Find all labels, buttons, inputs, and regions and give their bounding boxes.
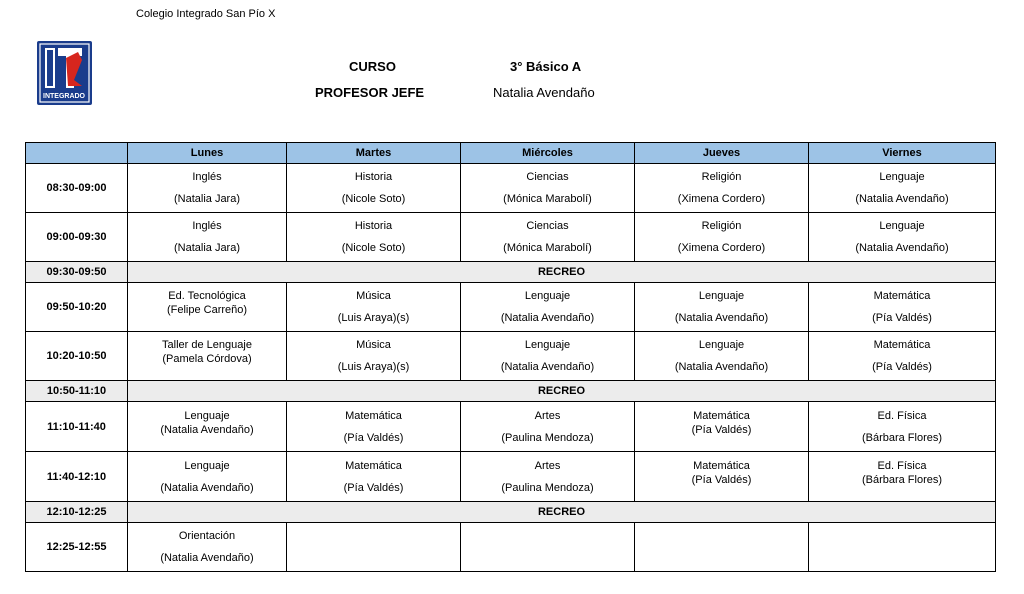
teacher: (Mónica Marabolí) [503,193,592,205]
class-cell [128,213,287,262]
class-cell [287,283,461,332]
teacher: (Nicole Soto) [341,193,406,205]
subject: Artes [534,409,561,422]
teacher: (Pía Valdés) [872,312,932,324]
class-cell [635,402,809,452]
teacher: (Luis Araya)(s) [337,361,410,373]
subject: Matemática [873,290,931,302]
class-cell [809,452,996,502]
class-row [26,523,996,572]
subject: Artes [534,459,561,472]
recreo-cell: RECREO [128,381,996,402]
curso-label: CURSO [349,59,396,74]
class-cell [461,402,635,452]
recreo-cell: RECREO [128,262,996,283]
subject: Ciencias [526,171,569,183]
teacher: (Bárbara Flores) [861,431,943,444]
class-row [26,164,996,213]
time-cell: 08:30-09:00 [26,164,128,213]
schedule-table [25,142,996,572]
teacher: (Bárbara Flores) [861,473,943,486]
class-cell [635,283,809,332]
subject: Lenguaje [524,339,571,351]
teacher: (Natalia Avendaño) [674,361,769,373]
subject: Religión [701,220,742,232]
time-cell: 12:25-12:55 [26,523,128,572]
time-cell: 09:50-10:20 [26,283,128,332]
subject: Matemática [345,409,402,422]
class-cell [809,523,996,572]
class-cell [809,332,996,381]
class-cell [461,523,635,572]
subject: Matemática [693,409,750,422]
time-cell: 12:10-12:25 [26,502,128,523]
subject: Historia [354,220,393,232]
time-cell: 10:20-10:50 [26,332,128,381]
subject: Orientación [178,530,236,542]
subject: Religión [701,171,742,183]
teacher: (Natalia Avendaño) [160,552,254,564]
class-row [26,452,996,502]
time-header [26,143,128,164]
teacher: (Pamela Córdova) [162,353,252,365]
class-cell [635,164,809,213]
teacher: (Natalia Avendaño) [500,312,595,324]
class-cell [128,164,287,213]
teacher: (Natalia Avendaño) [674,312,769,324]
subject: Música [356,290,391,302]
subject: Ed. Física [877,409,927,422]
class-cell [128,283,287,332]
class-row [26,283,996,332]
teacher: (Nicole Soto) [341,242,406,254]
curso-value: 3° Básico A [510,59,582,74]
class-cell [809,283,996,332]
class-cell [809,213,996,262]
teacher: (Paulina Mendoza) [501,431,594,444]
subject: Historia [354,171,393,183]
subject: Ciencias [526,220,569,232]
teacher: (Natalia Avendaño) [160,423,254,436]
recreo-cell: RECREO [128,502,996,523]
break-row [26,502,996,523]
class-cell [287,213,461,262]
teacher: (Luis Araya)(s) [337,312,410,324]
schedule-header-row [26,143,996,164]
class-cell [635,452,809,502]
time-cell: 09:30-09:50 [26,262,128,283]
subject: Inglés [192,220,222,232]
teacher: (Natalia Avendaño) [160,481,254,494]
class-cell [809,402,996,452]
break-row [26,381,996,402]
class-row [26,332,996,381]
class-cell [461,213,635,262]
class-cell [287,402,461,452]
class-cell [635,523,809,572]
profesor-jefe-label: PROFESOR JEFE [315,85,425,100]
subject: Lenguaje [184,459,230,472]
class-cell [128,452,287,502]
class-cell [128,332,287,381]
subject: Música [356,339,391,351]
class-cell [287,452,461,502]
profesor-jefe-value: Natalia Avendaño [493,85,595,100]
class-cell [461,452,635,502]
day-header: Viernes [809,143,996,164]
class-cell [461,332,635,381]
school-name: Colegio Integrado San Pío X [136,8,276,20]
teacher: (Felipe Carreño) [166,304,248,316]
subject: Ed. Tecnológica [168,290,246,302]
teacher: (Pía Valdés) [691,423,752,436]
class-cell [128,523,287,572]
subject: Matemática [345,459,402,472]
class-cell [635,213,809,262]
time-cell: 11:40-12:10 [26,452,128,502]
teacher: (Natalia Jara) [173,242,241,254]
subject: Matemática [873,339,931,351]
teacher: (Pía Valdés) [691,473,752,486]
teacher: (Natalia Avendaño) [855,242,949,254]
subject: Lenguaje [698,290,745,302]
class-cell [287,332,461,381]
teacher: (Paulina Mendoza) [501,481,594,494]
teacher: (Natalia Avendaño) [855,193,949,205]
teacher: (Pía Valdés) [343,431,404,444]
subject: Taller de Lenguaje [162,339,252,351]
subject: Lenguaje [879,171,925,183]
teacher: (Pía Valdés) [343,481,404,494]
day-header: Jueves [635,143,809,164]
time-cell: 10:50-11:10 [26,381,128,402]
subject: Lenguaje [184,409,230,422]
break-row [26,262,996,283]
class-cell [128,402,287,452]
class-cell [287,523,461,572]
time-cell: 09:00-09:30 [26,213,128,262]
time-cell: 11:10-11:40 [26,402,128,452]
logo-text: INTEGRADO [43,93,85,100]
class-row [26,213,996,262]
class-cell [461,164,635,213]
class-row [26,402,996,452]
class-cell [809,164,996,213]
school-logo [36,40,93,106]
subject: Matemática [693,459,750,472]
class-cell [635,332,809,381]
teacher: (Natalia Jara) [173,193,241,205]
teacher: (Pía Valdés) [872,361,932,373]
class-cell [461,283,635,332]
subject: Lenguaje [879,220,925,232]
teacher: (Ximena Cordero) [677,193,766,205]
teacher: (Mónica Marabolí) [503,242,592,254]
class-cell [287,164,461,213]
subject: Ed. Física [877,459,927,472]
subject: Lenguaje [698,339,745,351]
subject: Lenguaje [524,290,571,302]
day-header: Martes [287,143,461,164]
day-header: Miércoles [461,143,635,164]
subject: Inglés [192,171,222,183]
teacher: (Ximena Cordero) [677,242,766,254]
day-header: Lunes [128,143,287,164]
teacher: (Natalia Avendaño) [500,361,595,373]
